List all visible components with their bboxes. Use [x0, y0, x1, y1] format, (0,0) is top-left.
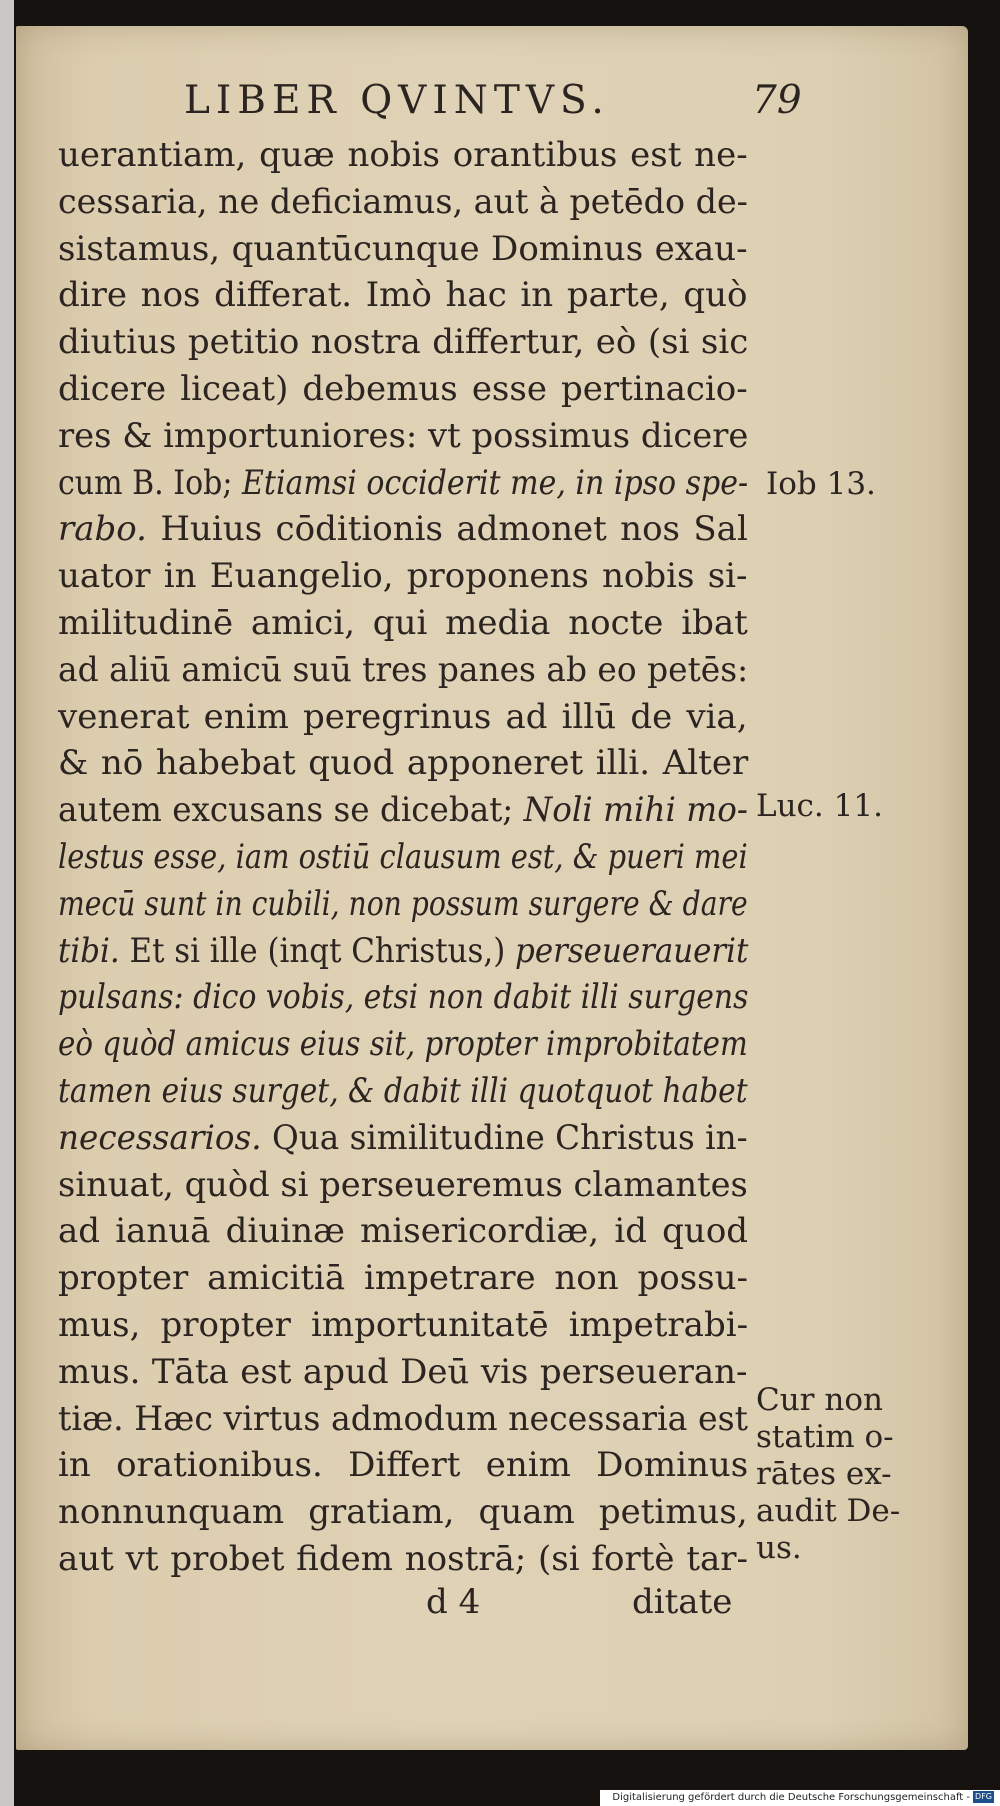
text-line	[58, 553, 748, 600]
text-segment: mus, propter importunitatē impetrabi-	[58, 1304, 749, 1345]
text-line	[58, 1115, 748, 1162]
text-segment: dire nos differat. Imò hac in parte, quò	[58, 275, 748, 316]
text-segment: in orationibus. Differt enim Dominus	[58, 1445, 749, 1486]
italic-segment: eò quòd amicus eius sit, propter improbitatem	[58, 1024, 748, 1065]
signature-mark: d 4	[426, 1582, 481, 1622]
margin-note-cur	[756, 1382, 900, 1567]
text-segment: res & importuniores: vt possimus dicere	[58, 415, 749, 456]
text-segment: propter amicitiā impetrare non possu-	[58, 1258, 748, 1299]
text-segment: militudinē amici, qui media nocte ibat	[58, 602, 748, 643]
text-line	[58, 1068, 748, 1115]
text-segment: venerat enim peregrinus ad illū de via,	[58, 696, 748, 737]
text-line	[58, 1021, 748, 1068]
text-segment: ad ianuā diuinæ misericordiæ, id quod	[58, 1211, 749, 1252]
book-page	[16, 26, 968, 1750]
text-line	[58, 1208, 748, 1255]
footer-text: Digitalisierung gefördert durch die Deutsche Forschungsgemeinschaft -	[612, 1792, 971, 1803]
text-segment: tiæ. Hæc virtus admodum necessaria est	[58, 1398, 748, 1439]
text-segment: aut vt probet fidem nostrā; (si fortè tar-	[58, 1538, 749, 1579]
margin-note-line: Cur non	[756, 1382, 883, 1418]
italic-segment: rabo.	[58, 509, 147, 550]
text-line	[58, 881, 748, 928]
text-segment: dicere liceat) debemus esse pertinacio-	[58, 368, 748, 409]
text-line	[58, 694, 748, 741]
italic-segment: tamen eius surget, & dabit illi quotquot habet	[58, 1070, 748, 1111]
margin-note-luc: Luc. 11.	[756, 788, 883, 824]
text-line	[58, 226, 748, 273]
text-segment: Et si ille (inqt Christus,)	[119, 930, 516, 971]
italic-segment: mecū sunt in cubili, non possum surgere & dare	[58, 883, 748, 924]
text-segment: mus. Tāta est apud Deū vis perseueran-	[58, 1351, 748, 1392]
text-segment: Qua similitudine Christus in-	[261, 1117, 748, 1158]
text-segment: sistamus, quantūcunque Dominus exau-	[58, 228, 748, 269]
text-line	[58, 413, 749, 460]
text-segment: uator in Euangelio, proponens nobis si-	[58, 556, 748, 597]
text-line	[58, 740, 748, 787]
text-line	[58, 506, 748, 553]
text-line	[58, 1255, 748, 1302]
text-line	[58, 834, 748, 881]
text-line	[58, 272, 748, 319]
dfg-logo-icon: DFG	[975, 1792, 992, 1801]
text-segment: uerantiam, quæ nobis orantibus est ne-	[58, 135, 748, 175]
text-line	[58, 1536, 748, 1583]
text-line	[58, 460, 749, 507]
text-segment: & nō habebat quod apponeret illi. Alter	[58, 743, 749, 784]
italic-segment: pulsans: dico vobis, etsi non dabit illi surgens	[58, 977, 749, 1018]
text-line	[58, 974, 749, 1021]
text-line	[58, 179, 748, 226]
text-line	[58, 928, 749, 975]
margin-note-line: us.	[756, 1530, 802, 1566]
text-line	[58, 132, 748, 179]
text-segment: cessaria, ne deficiamus, aut à petēdo de-	[58, 181, 748, 222]
italic-segment: perseuerauerit	[515, 930, 749, 971]
text-line	[58, 647, 749, 694]
text-line	[58, 1349, 748, 1396]
text-line	[58, 1442, 748, 1489]
margin-note-line: audit De-	[756, 1493, 901, 1529]
margin-note-line: rātes ex-	[756, 1456, 892, 1492]
main-text-block	[58, 132, 748, 1583]
text-segment: diutius petitio nostra differtur, eò (si sic	[58, 322, 749, 363]
running-head: LIBER QVINTVS.	[184, 78, 610, 123]
italic-segment: Etiamsi occiderit me, in ipso spe-	[241, 462, 749, 503]
text-line	[58, 1302, 748, 1349]
text-segment: Huius cōditionis admonet nos Sal	[146, 509, 748, 550]
margin-note-job: Iob 13.	[766, 466, 876, 502]
text-line	[58, 1489, 748, 1536]
text-segment: autem excusans se dicebat;	[58, 790, 524, 831]
text-segment: nonnunquam gratiam, quam petimus,	[58, 1492, 748, 1533]
scan-edge-strip	[0, 0, 14, 1806]
text-segment: ad aliū amicū suū tres panes ab eo petēs:	[58, 649, 749, 690]
text-segment: sinuat, quòd si perseueremus clamantes	[58, 1164, 748, 1205]
footer-credit	[600, 1790, 1000, 1806]
italic-segment: Noli mihi mo-	[523, 790, 748, 831]
italic-segment: necessarios.	[58, 1117, 262, 1158]
text-line	[58, 1396, 748, 1443]
margin-note-line: statim o-	[756, 1419, 894, 1455]
italic-segment: lestus esse, iam ostiū clausum est, & pueri mei	[58, 836, 748, 877]
text-line	[58, 319, 748, 366]
catchword: ditate	[632, 1582, 733, 1622]
text-line	[58, 1162, 748, 1209]
text-line	[58, 787, 748, 834]
italic-segment: tibi.	[58, 930, 120, 971]
page-number: 79	[752, 78, 802, 123]
text-line	[58, 600, 748, 647]
text-line	[58, 366, 748, 413]
text-segment: cum B. Iob;	[58, 462, 242, 503]
